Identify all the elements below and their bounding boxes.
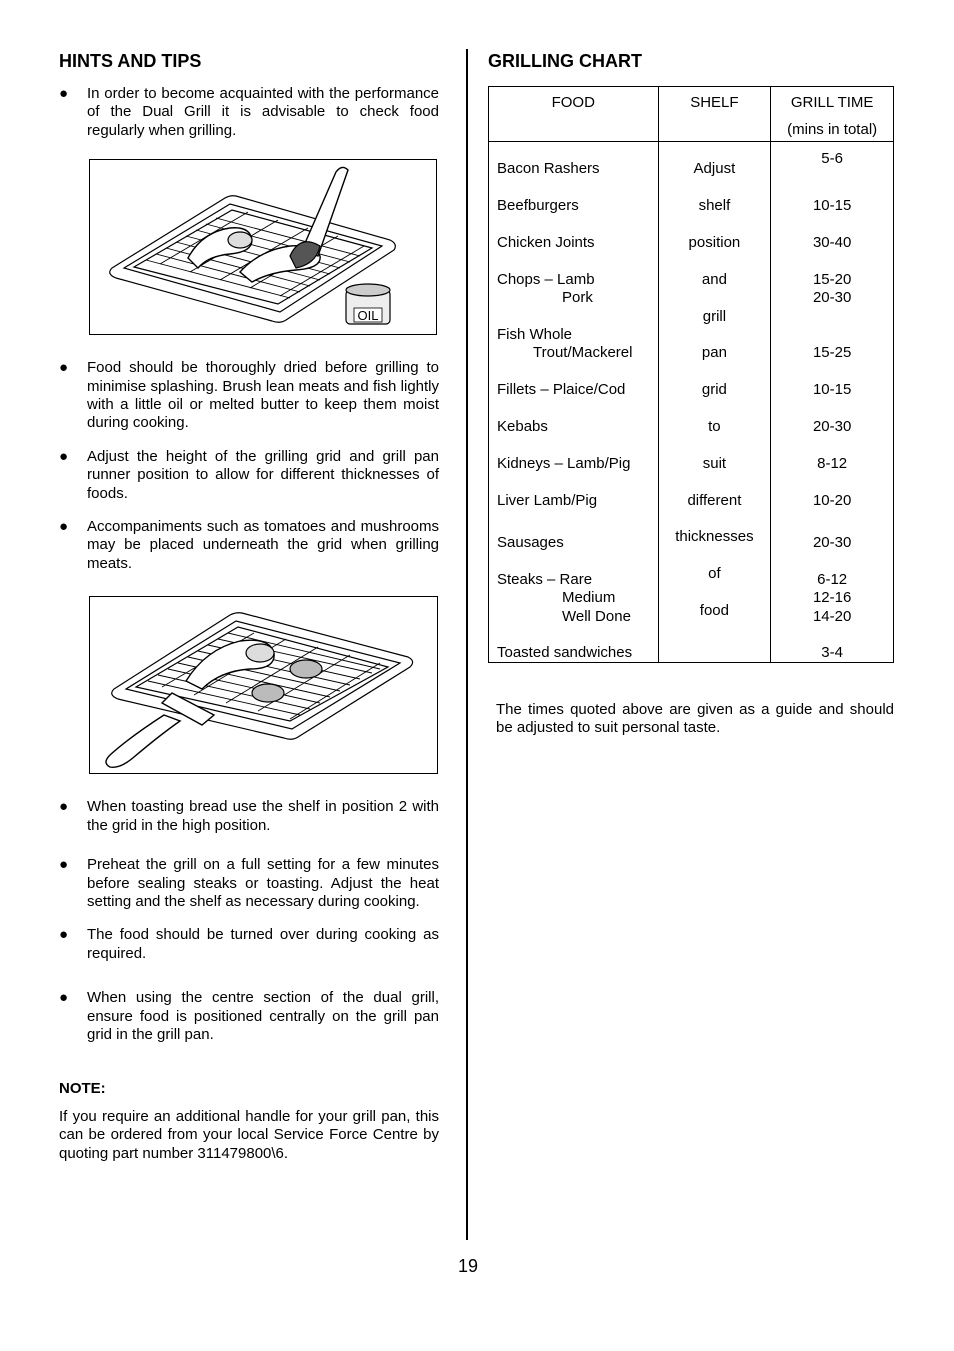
time-value: 30-40 [812, 234, 852, 251]
hint-item [59, 798, 439, 835]
shelf-text: grill [702, 308, 727, 325]
time-value: 5-6 [821, 150, 843, 167]
time-cell [771, 142, 894, 663]
hint-text: Accompaniments such as tomatoes and mushrooms may be placed underneath the grid when grilling meats. [87, 518, 439, 572]
bullet-icon: ● [59, 447, 69, 465]
hint-item [59, 926, 439, 963]
header-grill-time-sub: (mins in total) [787, 121, 878, 139]
hint-text: Food should be thoroughly dried before grilling to minimise splashing. Brush lean meats and fish lightly with a little oil or melted butter to keep them moist during cooking. [87, 359, 439, 432]
hint-item [59, 989, 439, 1044]
food-item: Medium [562, 589, 616, 606]
hints-column [59, 50, 439, 1163]
guide-note: The times quoted above are given as a guide and should be adjusted to suit personal taste. [496, 701, 894, 737]
time-value: 20-30 [812, 534, 852, 551]
food-item: Trout/Mackerel [533, 344, 633, 361]
hint-text: In order to become acquainted with the performance of the Dual Grill it is advisable to check food regularly when grilling. [87, 85, 439, 139]
shelf-text: Adjust [693, 160, 736, 177]
food-item: Steaks – Rare [497, 571, 593, 588]
food-item: Well Done [562, 608, 631, 625]
oil-jar-label: OIL [357, 308, 379, 324]
hint-item [59, 359, 439, 433]
grill-brush-illustration [89, 159, 437, 335]
food-item: Chicken Joints [497, 234, 595, 251]
shelf-text: to [708, 418, 721, 435]
hint-text: When using the centre section of the dual grill, ensure food is positioned centrally on the grill pan grid in the grill pan. [87, 989, 439, 1043]
food-item: Fish Whole [497, 326, 573, 343]
note-text: If you require an additional handle for your grill pan, this can be ordered from your local Service Force Centre by quoting part number 311479800\6. [59, 1107, 439, 1162]
hint-item [59, 856, 439, 911]
hint-text: When toasting bread use the shelf in position 2 with the grid in the high position. [87, 798, 439, 834]
hint-text: The food should be turned over during cooking as required. [87, 926, 439, 962]
food-item: Liver Lamb/Pig [497, 492, 598, 509]
hint-text: Preheat the grill on a full setting for a few minutes before sealing steaks or toasting. Adjust the heat setting and the shelf as necessary during cooking. [87, 856, 439, 910]
food-item: Fillets – Plaice/Cod [497, 381, 626, 398]
food-item: Pork [562, 289, 593, 306]
table-body-row [489, 142, 894, 663]
shelf-text: position [688, 234, 741, 251]
page-number: 19 [457, 1256, 479, 1276]
chart-title: GRILLING CHART [488, 51, 642, 71]
header-grill-time [771, 87, 894, 142]
food-item: Toasted sandwiches [497, 644, 633, 661]
shelf-text: of [708, 565, 721, 582]
hints-title: HINTS AND TIPS [59, 51, 202, 71]
hint-item [59, 85, 439, 140]
hint-text: Adjust the height of the grilling grid and grill pan runner position to allow for different thicknesses of foods. [87, 447, 439, 502]
shelf-text: thicknesses [675, 528, 754, 545]
time-value: 20-30 [812, 418, 852, 435]
time-value: 10-15 [812, 381, 852, 398]
food-item: Kidneys – Lamb/Pig [497, 455, 631, 472]
time-value: 15-20 [812, 271, 852, 288]
bullet-icon: ● [59, 989, 69, 1007]
shelf-text: pan [701, 344, 727, 361]
time-value: 20-30 [812, 289, 852, 306]
bullet-icon: ● [59, 518, 69, 536]
time-value: 14-20 [812, 608, 852, 625]
bullet-icon: ● [59, 798, 69, 816]
time-value: 3-4 [821, 644, 843, 661]
time-value: 10-20 [812, 492, 852, 509]
grilling-chart-column [488, 50, 894, 738]
shelf-text: grid [701, 381, 727, 398]
time-value: 8-12 [817, 455, 848, 472]
bullet-icon: ● [59, 85, 69, 102]
food-item: Sausages [497, 534, 564, 551]
shelf-text: and [701, 271, 727, 288]
table-header-row [489, 87, 894, 142]
shelf-cell [658, 142, 771, 663]
time-value: 12-16 [812, 589, 852, 606]
shelf-text: different [687, 492, 742, 509]
bullet-icon: ● [59, 359, 69, 377]
food-item: Bacon Rashers [497, 160, 600, 177]
hint-item [59, 448, 439, 503]
header-shelf: SHELF [658, 87, 771, 142]
column-divider [466, 49, 468, 1240]
time-value: 10-15 [812, 197, 852, 214]
grilling-chart-table [488, 86, 894, 663]
time-value: 6-12 [817, 571, 848, 588]
food-cell [489, 142, 659, 663]
time-value: 15-25 [812, 344, 852, 361]
shelf-text: shelf [698, 197, 731, 214]
header-food: FOOD [489, 87, 659, 142]
food-item: Kebabs [497, 418, 548, 435]
note-heading: NOTE: [59, 1080, 106, 1098]
food-item: Chops – Lamb [497, 271, 595, 288]
hint-item [59, 518, 439, 573]
shelf-text: suit [702, 455, 727, 472]
shelf-text: food [699, 602, 729, 619]
grill-pan-handle-illustration [89, 596, 438, 774]
bullet-icon: ● [59, 856, 69, 874]
bullet-icon: ● [59, 926, 69, 944]
food-item: Beefburgers [497, 197, 579, 214]
header-grill-time-label: GRILL TIME [790, 94, 874, 111]
